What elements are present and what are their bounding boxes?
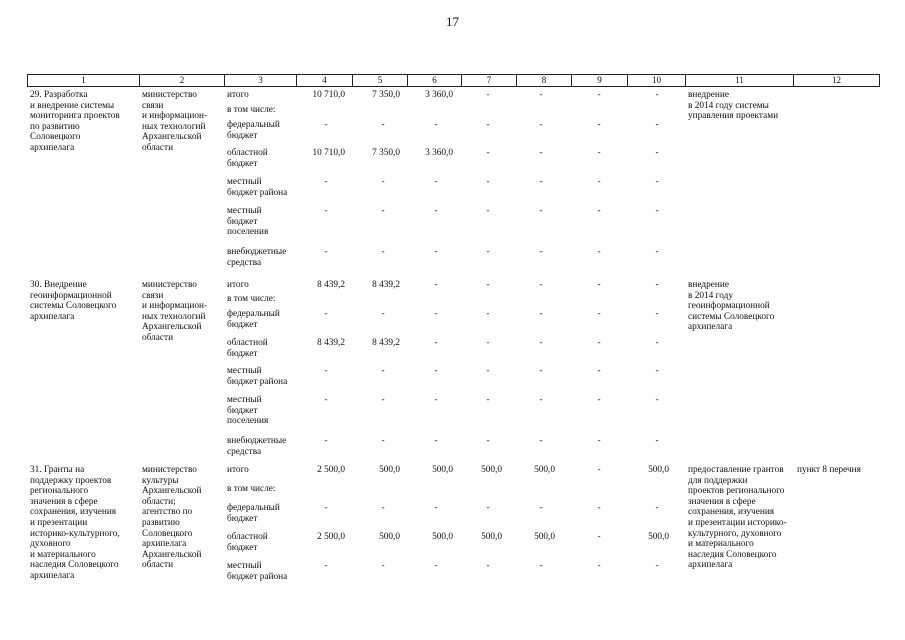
empty-value: - (486, 177, 490, 187)
funding-source: местный (227, 561, 262, 571)
empty-value: - (655, 120, 659, 130)
funding-source: поселения (227, 416, 269, 427)
executor: Соловецкого (142, 528, 193, 539)
funding-value: 500,0 (481, 465, 502, 475)
activity-name: и внедрение системы (30, 100, 115, 111)
funding-value: 8 439,2 (317, 338, 345, 348)
empty-value: - (655, 436, 659, 446)
executor: министерство (142, 465, 197, 475)
empty-value: - (324, 120, 328, 130)
executor: агентство по (142, 507, 193, 518)
funding-value: 8 439,2 (372, 280, 400, 290)
empty-value: - (655, 338, 659, 348)
funding-source: бюджет района (227, 187, 288, 198)
funding-source: бюджет района (227, 376, 288, 387)
empty-value: - (655, 148, 659, 158)
funding-source: средства (227, 257, 262, 268)
header-col-12: 12 (793, 75, 880, 86)
empty-value: - (597, 148, 601, 158)
page-number: 17 (446, 14, 459, 29)
funding-value: 8 439,2 (317, 280, 345, 290)
header-col-5: 5 (352, 75, 407, 86)
empty-value: - (655, 280, 659, 290)
empty-value: - (434, 561, 438, 571)
activity-name: регионального (30, 486, 89, 497)
funding-source: местный (227, 395, 262, 405)
executor: связи (142, 100, 164, 111)
empty-value: - (655, 503, 659, 513)
empty-value: - (597, 247, 601, 257)
empty-value: - (324, 561, 328, 571)
empty-value: - (324, 366, 328, 376)
executor: Архангельской (142, 486, 202, 497)
expected-result: системы Соловецкого (688, 311, 775, 322)
empty-value: - (539, 338, 543, 348)
empty-value: - (597, 90, 601, 100)
expected-result: наследия Соловецкого (688, 549, 777, 560)
executor: культуры (142, 475, 179, 486)
empty-value: - (434, 366, 438, 376)
empty-value: - (381, 247, 385, 257)
funding-source: в том числе: (227, 105, 276, 115)
funding-source: в том числе: (227, 484, 276, 494)
empty-value: - (381, 177, 385, 187)
empty-value: - (597, 338, 601, 348)
empty-value: - (486, 338, 490, 348)
executor: и информацион- (142, 111, 208, 122)
activity-name: и материального (30, 549, 96, 560)
empty-value: - (486, 120, 490, 130)
funding-value: 500,0 (432, 465, 453, 475)
expected-result: и материального (688, 539, 754, 550)
expected-result: управления проектами (688, 111, 779, 122)
empty-value: - (434, 395, 438, 405)
expected-result: значения в сфере (688, 496, 756, 507)
empty-value: - (539, 280, 543, 290)
executor: министерство (142, 280, 197, 290)
header-col-8: 8 (516, 75, 571, 86)
expected-result: культурного, духовного (688, 528, 782, 539)
funding-source: бюджет (227, 158, 258, 169)
expected-result: геоинформационной (688, 301, 770, 312)
executor: области (142, 333, 174, 343)
funding-source: местный (227, 206, 262, 216)
empty-value: - (539, 366, 543, 376)
empty-value: - (434, 206, 438, 216)
expected-result: и презентации историко- (688, 518, 787, 528)
empty-value: - (324, 503, 328, 513)
empty-value: - (597, 309, 601, 319)
empty-value: - (434, 436, 438, 446)
empty-value: - (381, 436, 385, 446)
funding-source: средства (227, 446, 262, 457)
empty-value: - (381, 120, 385, 130)
table-header-row (27, 74, 880, 87)
empty-value: - (655, 561, 659, 571)
empty-value: - (486, 90, 490, 100)
funding-source: бюджет (227, 216, 258, 227)
empty-value: - (486, 503, 490, 513)
header-col-1: 1 (27, 75, 139, 86)
executor: развитию (142, 518, 180, 528)
funding-value: 500,0 (648, 532, 669, 542)
executor: области (142, 560, 174, 571)
funding-value: 3 360,0 (425, 148, 453, 158)
expected-result: для поддержки (688, 475, 748, 486)
funding-source: областной (227, 148, 268, 158)
empty-value: - (486, 206, 490, 216)
empty-value: - (324, 309, 328, 319)
empty-value: - (597, 395, 601, 405)
activity-name: Соловецкого (30, 132, 81, 143)
executor: Архангельской (142, 322, 202, 333)
funding-value: 2 500,0 (317, 532, 345, 542)
funding-value: 7 350,0 (372, 148, 400, 158)
funding-source: федеральный (227, 503, 280, 513)
funding-source: бюджет (227, 542, 258, 553)
empty-value: - (655, 395, 659, 405)
header-col-10: 10 (627, 75, 685, 86)
executor: Архангельской (142, 132, 202, 143)
activity-name: значения в сфере (30, 496, 98, 507)
empty-value: - (486, 366, 490, 376)
activity-name: духовного (30, 539, 71, 550)
empty-value: - (381, 366, 385, 376)
empty-value: - (597, 532, 601, 542)
funding-source: федеральный (227, 120, 280, 130)
empty-value: - (539, 561, 543, 571)
empty-value: - (539, 395, 543, 405)
empty-value: - (597, 206, 601, 216)
activity-name: архипелага (30, 311, 75, 322)
empty-value: - (539, 436, 543, 446)
funding-source: бюджет района (227, 571, 288, 582)
empty-value: - (539, 309, 543, 319)
empty-value: - (486, 247, 490, 257)
executor: архипелага (142, 539, 187, 550)
header-col-11: 11 (685, 75, 793, 86)
activity-name: архипелага (30, 571, 75, 581)
funding-source: итого (227, 90, 249, 100)
activity-name: и презентации (30, 518, 88, 528)
activity-name: поддержку проектов (30, 475, 112, 486)
funding-value: 3 360,0 (425, 90, 453, 100)
funding-source: итого (227, 280, 249, 290)
expected-result: внедрение (688, 90, 729, 100)
funding-value: 8 439,2 (372, 338, 400, 348)
activity-name: системы Соловецкого (30, 301, 117, 312)
funding-value: 500,0 (648, 465, 669, 475)
empty-value: - (539, 503, 543, 513)
empty-value: - (434, 309, 438, 319)
funding-source: внебюджетные (227, 247, 287, 257)
empty-value: - (486, 436, 490, 446)
funding-source: областной (227, 338, 268, 348)
executor: области (142, 143, 174, 153)
activity-name: архипелага (30, 143, 75, 153)
funding-value: 500,0 (534, 532, 555, 542)
activity-name: 29. Разработка (30, 90, 88, 100)
expected-result: предоставление грантов (688, 465, 784, 475)
activity-name: сохранения, изучения (30, 507, 117, 518)
funding-value: 10 710,0 (312, 90, 345, 100)
funding-source: поселения (227, 227, 269, 238)
funding-value: 500,0 (379, 465, 400, 475)
header-col-3: 3 (224, 75, 296, 86)
funding-source: внебюджетные (227, 436, 287, 446)
empty-value: - (381, 395, 385, 405)
funding-source: в том числе: (227, 294, 276, 304)
empty-value: - (434, 503, 438, 513)
empty-value: - (381, 561, 385, 571)
funding-value: 10 710,0 (312, 148, 345, 158)
expected-result: в 2014 году (688, 290, 733, 301)
empty-value: - (539, 90, 543, 100)
executor: Архангельской (142, 549, 202, 560)
header-col-2: 2 (139, 75, 224, 86)
empty-value: - (655, 366, 659, 376)
header-col-9: 9 (571, 75, 627, 86)
activity-name: историко-культурного, (30, 528, 120, 539)
empty-value: - (655, 90, 659, 100)
empty-value: - (324, 206, 328, 216)
empty-value: - (324, 395, 328, 405)
empty-value: - (381, 206, 385, 216)
empty-value: - (539, 247, 543, 257)
executor: министерство (142, 90, 197, 100)
empty-value: - (597, 503, 601, 513)
funding-value: 2 500,0 (317, 465, 345, 475)
activity-name: 31. Гранты на (30, 465, 85, 475)
funding-value: 500,0 (481, 532, 502, 542)
activity-name: по развитию (30, 121, 80, 132)
empty-value: - (655, 247, 659, 257)
funding-source: федеральный (227, 309, 280, 319)
funding-value: 500,0 (534, 465, 555, 475)
funding-value: 500,0 (432, 532, 453, 542)
funding-source: местный (227, 366, 262, 376)
empty-value: - (434, 120, 438, 130)
empty-value: - (434, 177, 438, 187)
expected-result: архипелага (688, 322, 733, 333)
expected-result: архипелага (688, 560, 733, 571)
executor: ных технологий (142, 311, 206, 322)
empty-value: - (486, 561, 490, 571)
empty-value: - (597, 280, 601, 290)
empty-value: - (486, 148, 490, 158)
empty-value: - (539, 177, 543, 187)
empty-value: - (597, 366, 601, 376)
empty-value: - (597, 120, 601, 130)
activity-name: 30. Внедрение (30, 280, 87, 290)
expected-result: в 2014 году системы (688, 100, 769, 111)
activity-name: наследия Соловецкого (30, 560, 119, 571)
funding-source: бюджет (227, 130, 258, 141)
funding-value: 7 350,0 (372, 90, 400, 100)
funding-source: бюджет (227, 513, 258, 524)
funding-source: бюджет (227, 405, 258, 416)
empty-value: - (381, 503, 385, 513)
empty-value: - (539, 148, 543, 158)
executor: ных технологий (142, 121, 206, 132)
header-col-7: 7 (461, 75, 516, 86)
empty-value: - (597, 436, 601, 446)
expected-result: проектов регионального (688, 486, 785, 497)
executor: области; (142, 496, 176, 507)
activity-name: мониторинга проектов (30, 111, 120, 122)
empty-value: - (324, 177, 328, 187)
empty-value: - (597, 561, 601, 571)
empty-value: - (597, 465, 601, 475)
empty-value: - (486, 280, 490, 290)
empty-value: - (655, 206, 659, 216)
funding-source: областной (227, 532, 268, 542)
funding-source: бюджет (227, 319, 258, 330)
empty-value: - (655, 177, 659, 187)
empty-value: - (434, 338, 438, 348)
empty-value: - (434, 247, 438, 257)
empty-value: - (655, 309, 659, 319)
empty-value: - (434, 280, 438, 290)
empty-value: - (539, 206, 543, 216)
empty-value: - (597, 177, 601, 187)
empty-value: - (539, 120, 543, 130)
note: пункт 8 перечня (797, 465, 861, 475)
header-col-4: 4 (296, 75, 352, 86)
empty-value: - (324, 436, 328, 446)
funding-value: 500,0 (379, 532, 400, 542)
funding-source: местный (227, 177, 262, 187)
header-col-6: 6 (407, 75, 461, 86)
empty-value: - (486, 309, 490, 319)
activity-name: геоинформационной (30, 290, 112, 301)
empty-value: - (324, 247, 328, 257)
funding-source: бюджет (227, 348, 258, 359)
empty-value: - (486, 395, 490, 405)
expected-result: сохранения, изучения (688, 507, 775, 518)
funding-source: итого (227, 465, 249, 475)
empty-value: - (381, 309, 385, 319)
executor: связи (142, 290, 164, 301)
expected-result: внедрение (688, 280, 729, 290)
executor: и информацион- (142, 301, 208, 312)
